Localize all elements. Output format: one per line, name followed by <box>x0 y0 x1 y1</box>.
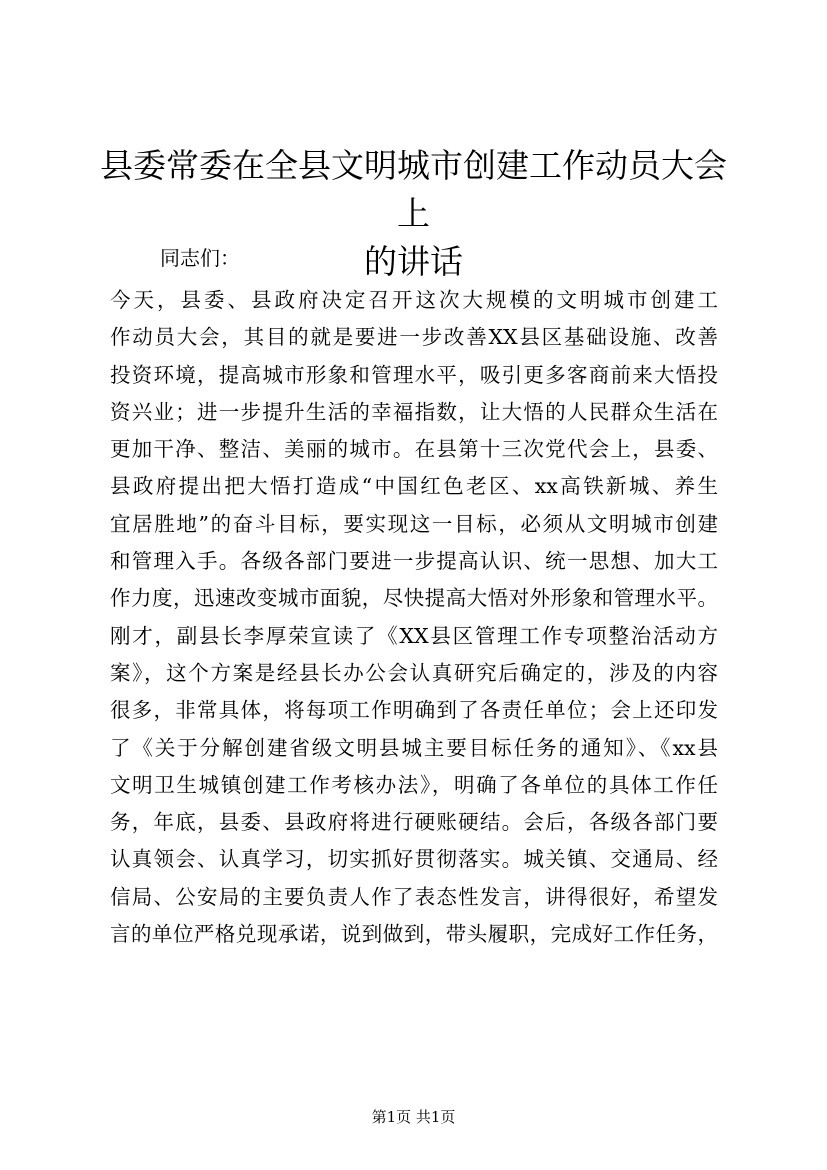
body-line: 案》，这个方案是经县长办公会认真研究后确定的，涉及的内容 <box>110 660 718 685</box>
body-line: 刚才，副县长李厚荣宣读了《XX县区管理工作专项整治活动方 <box>110 623 718 648</box>
title-line-1: 县委常委在全县文明城市创建工作动员大会上 <box>100 146 727 233</box>
body-line: 投资环境，提高城市形象和管理水平，吸引更多客商前来大悟投 <box>110 362 718 387</box>
body-line: 县政府提出把大悟打造成“中国红色老区、xx高铁新城、养生 <box>110 474 718 499</box>
body-line: 很多，非常具体，将每项工作明确到了各责任单位；会上还印发 <box>110 698 718 723</box>
body-line: 作力度，迅速改变城市面貌，尽快提高大悟对外形象和管理水平。 <box>110 586 718 611</box>
page-footer: 第1页 共1页 <box>371 1108 456 1126</box>
body-line: 宜居胜地”的奋斗目标，要实现这一目标，必须从文明城市创建 <box>110 511 718 536</box>
body-line: 信局、公安局的主要负责人作了表态性发言，讲得很好，希望发 <box>110 884 718 909</box>
body-line: 认真领会、认真学习，切实抓好贯彻落实。城关镇、交通局、经 <box>110 847 718 872</box>
title-line-2: 的讲话 <box>364 242 463 281</box>
body-line: 了《关于分解创建省级文明县城主要目标任务的通知》、《xx县 <box>110 735 718 760</box>
salutation: 同志们： <box>160 246 240 270</box>
body-line: 务，年底，县委、县政府将进行硬账硬结。会后，各级各部门要 <box>110 810 718 835</box>
body-line: 作动员大会，其目的就是要进一步改善XX县区基础设施、改善 <box>110 325 718 350</box>
body-line: 言的单位严格兑现承诺，说到做到，带头履职，完成好工作任务， <box>110 922 718 947</box>
body-paragraph <box>110 282 718 953</box>
body-line: 更加干净、整洁、美丽的城市。在县第十三次党代会上，县委、 <box>110 437 718 462</box>
body-line: 资兴业；进一步提升生活的幸福指数，让大悟的人民群众生活在 <box>110 399 718 424</box>
body-line: 和管理入手。各级各部门要进一步提高认识、统一思想、加大工 <box>110 549 718 574</box>
body-line: 文明卫生城镇创建工作考核办法》，明确了各单位的具体工作任 <box>110 772 718 797</box>
body-line: 今天，县委、县政府决定召开这次大规模的文明城市创建工 <box>110 288 718 312</box>
